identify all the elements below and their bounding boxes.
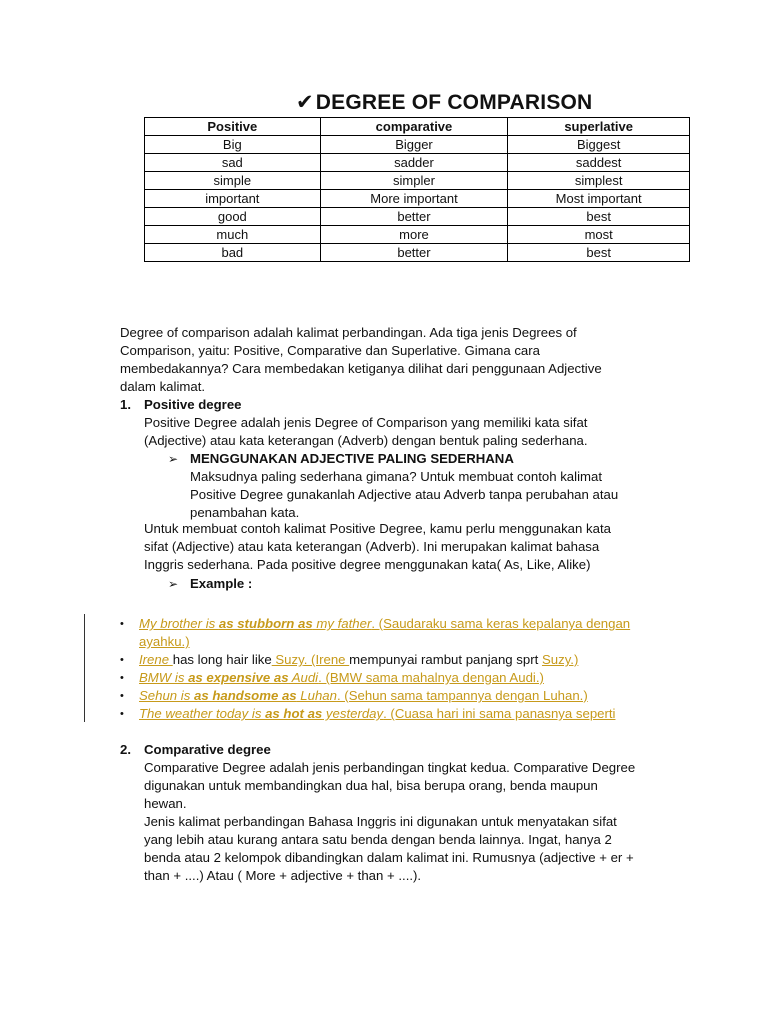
table-cell: much [145, 226, 321, 244]
example-text: BMW is [139, 670, 189, 685]
table-cell: Big [145, 136, 321, 154]
checkmark-icon: ✔ [296, 91, 314, 114]
example-translation: . (Sehun sama tampannya dengan Luhan.) [336, 688, 588, 703]
table-row [145, 226, 690, 244]
title-text: DEGREE OF COMPARISON [315, 91, 593, 114]
arrow-bullet-icon: ➢ [168, 577, 179, 591]
sub-text-line: Maksudnya paling sederhana gimana? Untuk membuat contoh kalimat [190, 469, 602, 484]
table-cell: important [145, 190, 321, 208]
subheading: MENGGUNAKAN ADJECTIVE PALING SEDERHANA [190, 451, 514, 466]
section-heading-positive: Positive degree [144, 397, 242, 412]
table-cell: Most important [508, 190, 690, 208]
comparative-line: digunakan untuk membandingkan dua hal, bisa berupa orang, benda maupun [144, 778, 598, 793]
comparative-line: yang lebih atau kurang antara satu benda dengan benda lainnya. Ingat, hanya 2 [144, 832, 612, 847]
example-phrase: as stubborn as [218, 616, 313, 631]
header-positive: Positive [145, 118, 321, 136]
header-superlative: superlative [508, 118, 690, 136]
bullet-icon: • [120, 618, 124, 630]
example-translation: . (Irene [303, 652, 350, 667]
table-cell: More important [320, 190, 508, 208]
example-3 [139, 669, 544, 687]
arrow-bullet-icon: ➢ [168, 452, 179, 466]
table-cell: sad [145, 154, 321, 172]
example-translation: mempunyai rambut panjang sprt [349, 652, 542, 667]
comparative-line: than + ....) Atau ( More + adjective + than + ....). [144, 868, 422, 883]
sub-text-line: penambahan kata. [190, 505, 300, 520]
intro-line: dalam kalimat. [120, 379, 206, 394]
example-1 [139, 615, 630, 633]
table-cell: saddest [508, 154, 690, 172]
example-text: Suzy [271, 652, 304, 667]
example-text: Audi [288, 670, 319, 685]
comparative-line: Comparative Degree adalah jenis perbandingan tingkat kedua. Comparative Degree [144, 760, 636, 775]
table-cell: Biggest [508, 136, 690, 154]
section-number: 1. [120, 397, 131, 412]
table-row [145, 244, 690, 262]
table-cell: simplest [508, 172, 690, 190]
positive-definition-line: Positive Degree adalah jenis Degree of Comparison yang memiliki kata sifat [144, 415, 588, 430]
table-cell: best [508, 208, 690, 226]
positive-definition-line: (Adjective) atau kata keterangan (Adverb) dengan bentuk paling sederhana. [144, 433, 588, 448]
example-text: Sehun is [139, 688, 194, 703]
example-text: Irene [139, 652, 173, 667]
table-cell: more [320, 226, 508, 244]
example-2 [139, 651, 578, 669]
table-cell: good [145, 208, 321, 226]
intro-line: Comparison, yaitu: Positive, Comparative dan Superlative. Gimana cara [120, 343, 540, 358]
example-5 [139, 705, 615, 723]
intro-line: Degree of comparison adalah kalimat perbandingan. Ada tiga jenis Degrees of [120, 325, 577, 340]
revision-bar [84, 614, 85, 722]
table-row [145, 136, 690, 154]
comparative-line: Jenis kalimat perbandingan Bahasa Inggris ini digunakan untuk menyatakan sifat [144, 814, 617, 829]
table-row [145, 154, 690, 172]
page-title [296, 90, 592, 115]
example-phrase: as expensive as [188, 670, 289, 685]
section-number: 2. [120, 742, 131, 757]
table-cell: best [508, 244, 690, 262]
intro-line: membedakannya? Cara membedakan ketiganya dilihat dari penggunaan Adjective [120, 361, 602, 376]
example-translation: . (Saudaraku sama keras kepalanya dengan [371, 616, 631, 631]
example-text: The weather today is [139, 706, 266, 721]
table-cell: better [320, 244, 508, 262]
table-cell: most [508, 226, 690, 244]
bullet-icon: • [120, 654, 124, 666]
example-translation: ayahku.) [139, 634, 190, 649]
example-text: yesterday [322, 706, 384, 721]
section-heading-comparative: Comparative degree [144, 742, 271, 757]
bullet-icon: • [120, 690, 124, 702]
table-header-row [145, 118, 690, 136]
example-phrase: as hot as [265, 706, 323, 721]
table-cell: Bigger [320, 136, 508, 154]
header-comparative: comparative [320, 118, 508, 136]
comparative-line: hewan. [144, 796, 187, 811]
table-cell: sadder [320, 154, 508, 172]
comparative-line: benda atau 2 kelompok dibandingkan dalam kalimat ini. Rumusnya (adjective + er + [144, 850, 634, 865]
example-translation: Suzy.) [541, 652, 579, 667]
example-label: Example : [190, 576, 253, 591]
bullet-icon: • [120, 672, 124, 684]
table-cell: simple [145, 172, 321, 190]
example-translation: . (Cuasa hari ini sama panasnya seperti [383, 706, 616, 721]
example-text: My brother is [139, 616, 219, 631]
positive-paragraph-line: Untuk membuat contoh kalimat Positive Degree, kamu perlu menggunakan kata [144, 521, 611, 536]
sub-text-line: Positive Degree gunakanlah Adjective atau Adverb tanpa perubahan atau [190, 487, 619, 502]
bullet-icon: • [120, 708, 124, 720]
example-phrase: has long hair like [172, 652, 272, 667]
table-cell: bad [145, 244, 321, 262]
example-1-continued [139, 633, 190, 651]
table-cell: better [320, 208, 508, 226]
table-row [145, 172, 690, 190]
table-row [145, 190, 690, 208]
example-text: my father [312, 616, 372, 631]
comparison-table [144, 117, 690, 262]
example-translation: . (BMW sama mahalnya dengan Audi.) [318, 670, 544, 685]
example-text: Luhan [296, 688, 337, 703]
positive-paragraph-line: Inggris sederhana. Pada positive degree menggunakan kata( As, Like, Alike) [144, 557, 591, 572]
positive-paragraph-line: sifat (Adjective) atau kata keterangan (Adverb). Ini merupakan kalimat bahasa [144, 539, 600, 554]
table-row [145, 208, 690, 226]
example-phrase: as handsome as [194, 688, 297, 703]
table-cell: simpler [320, 172, 508, 190]
example-4 [139, 687, 588, 705]
